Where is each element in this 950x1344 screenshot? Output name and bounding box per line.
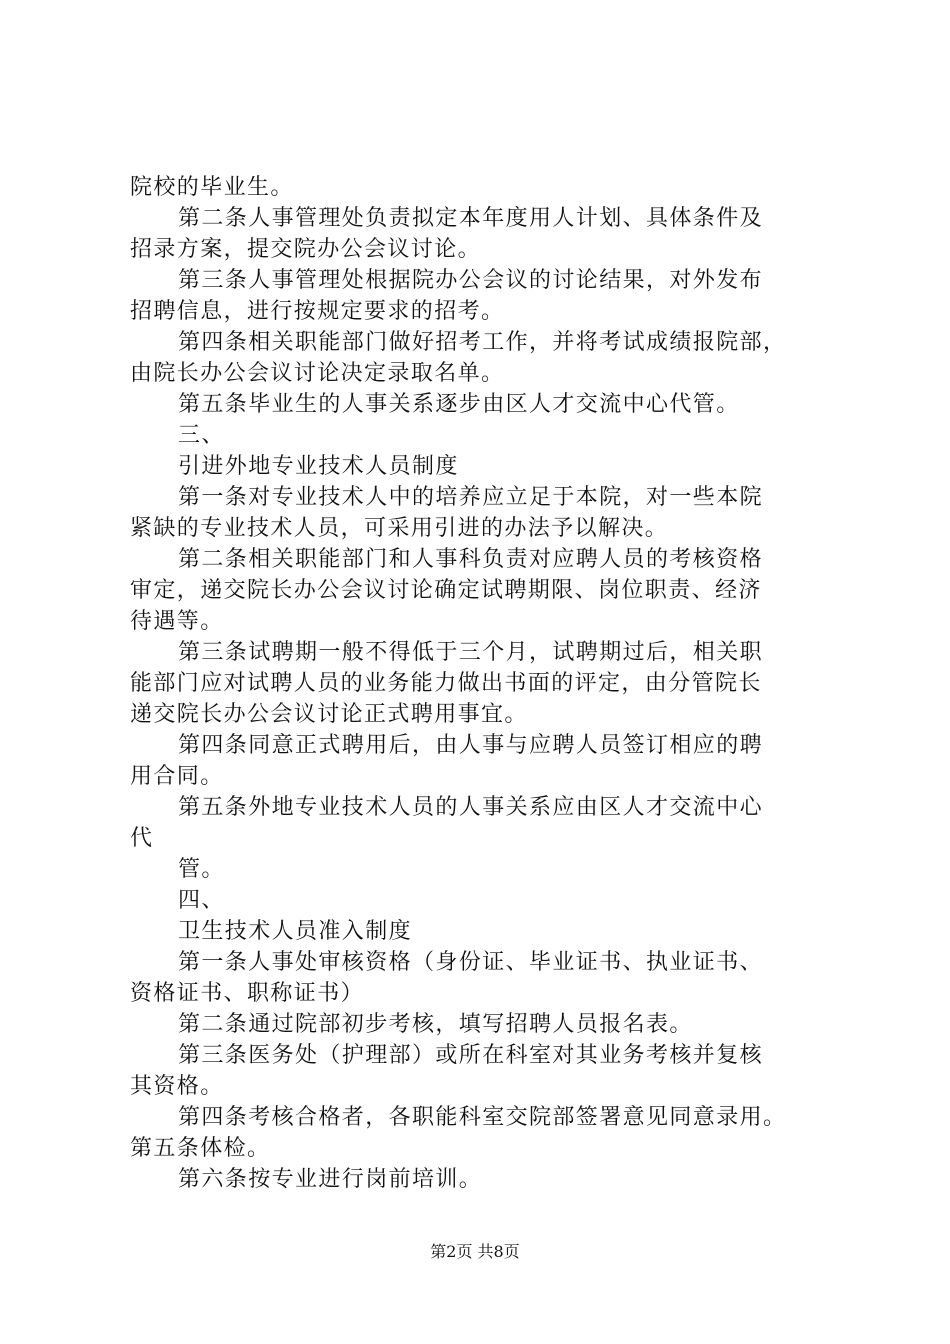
text-line: 第四条相关职能部门做好招考工作，并将考试成绩报院部， bbox=[178, 330, 787, 355]
text-line: 第二条相关职能部门和人事科负责对应聘人员的考核资格 bbox=[178, 547, 764, 572]
text-line: 引进外地专业技术人员制度 bbox=[178, 454, 459, 479]
text-line: 紧缺的专业技术人员，可采用引进的办法予以解决。 bbox=[130, 516, 669, 541]
text-line: 招录方案，提交院办公会议讨论。 bbox=[130, 237, 482, 262]
text-line: 第三条试聘期一般不得低于三个月，试聘期过后，相关职 bbox=[178, 640, 764, 665]
text-line: 卫生技术人员准入制度 bbox=[178, 919, 413, 944]
text-line: 代 bbox=[130, 826, 154, 851]
text-line: 第四条同意正式聘用后，由人事与应聘人员签订相应的聘 bbox=[178, 733, 764, 758]
text-line: 其资格。 bbox=[130, 1074, 224, 1099]
text-line: 第五条外地专业技术人员的人事关系应由区人才交流中心 bbox=[178, 795, 764, 820]
text-line: 用合同。 bbox=[130, 764, 224, 789]
document-body bbox=[130, 172, 835, 1195]
text-line: 第二条通过院部初步考核，填写招聘人员报名表。 bbox=[178, 1012, 693, 1037]
text-line: 第一条人事处审核资格（身份证、毕业证书、执业证书、 bbox=[178, 950, 764, 975]
text-line: 第二条人事管理处负责拟定本年度用人计划、具体条件及 bbox=[178, 206, 764, 231]
text-line: 由院长办公会议讨论决定录取名单。 bbox=[130, 361, 505, 386]
text-line: 第四条考核合格者，各职能科室交院部签署意见同意录用。 bbox=[178, 1105, 787, 1130]
text-line: 三、 bbox=[178, 423, 225, 448]
text-line: 第五条毕业生的人事关系逐步由区人才交流中心代管。 bbox=[178, 392, 740, 417]
text-line: 第五条体检。 bbox=[130, 1136, 271, 1161]
page-footer: 第2页 共8页 bbox=[430, 1242, 520, 1261]
text-line: 第三条医务处（护理部）或所在科室对其业务考核并复核 bbox=[178, 1043, 764, 1068]
text-line: 第一条对专业技术人中的培养应立足于本院，对一些本院 bbox=[178, 485, 764, 510]
text-line: 招聘信息，进行按规定要求的招考。 bbox=[130, 299, 505, 324]
text-line: 四、 bbox=[178, 888, 225, 913]
text-line: 管。 bbox=[178, 857, 225, 882]
text-line: 资格证书、职称证书） bbox=[130, 981, 365, 1006]
text-line: 第六条按专业进行岗前培训。 bbox=[178, 1167, 483, 1192]
text-line: 待遇等。 bbox=[130, 609, 224, 634]
text-line: 院校的毕业生。 bbox=[130, 175, 294, 200]
text-line: 第三条人事管理处根据院办公会议的讨论结果，对外发布 bbox=[178, 268, 764, 293]
text-line: 递交院长办公会议讨论正式聘用事宜。 bbox=[130, 702, 528, 727]
text-line: 审定，递交院长办公会议讨论确定试聘期限、岗位职责、经济 bbox=[130, 578, 762, 603]
text-line: 能部门应对试聘人员的业务能力做出书面的评定，由分管院长 bbox=[130, 671, 762, 696]
